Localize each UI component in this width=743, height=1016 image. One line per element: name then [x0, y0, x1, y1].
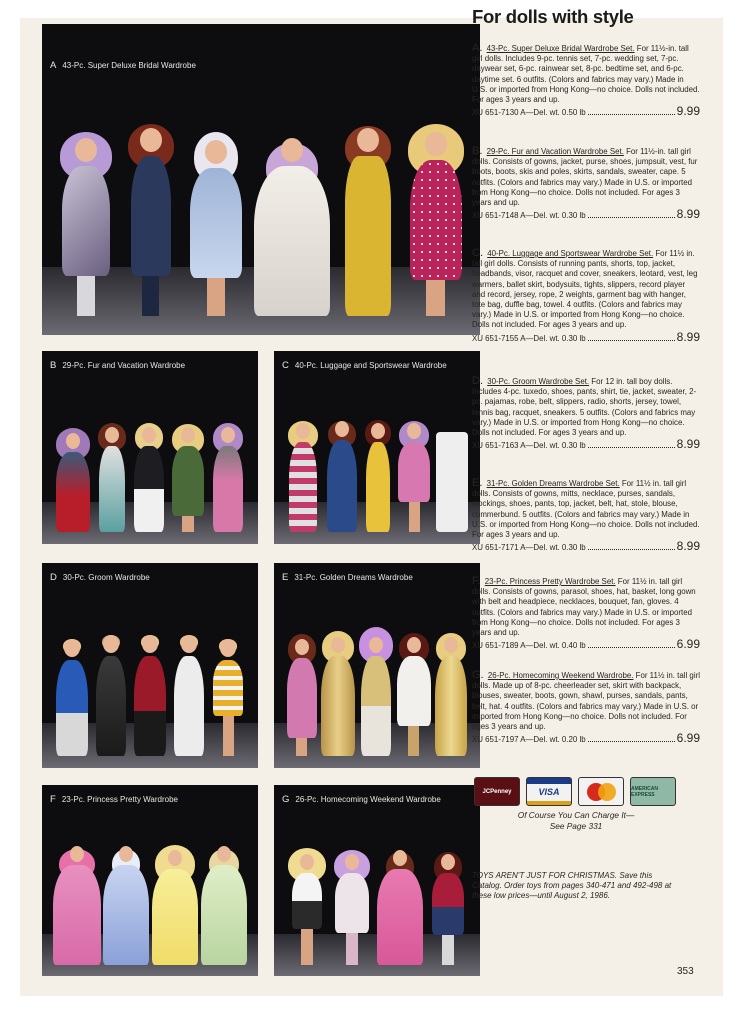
doll-figure [171, 635, 207, 756]
item-description [472, 248, 700, 331]
credit-card-logos [474, 777, 676, 806]
price: 8.99 [676, 437, 700, 452]
doll-group [42, 612, 258, 756]
item-desc: For 12 in. tall boy dolls. Includes 4-pc. tuxedo, shoes, pants, shirt, tie, jacket, sweater, 2-pc. pajamas, robe, belt, slippers, radio, shorts, jersey, towel, tennis bag, racquet, sneakers. 5 outfits. (Colors and fabrics may vary.) Made in U.S. or imported from Hong Kong—no choice. Dolls not included. For ages 3 years and up. [472, 377, 697, 438]
item-desc: For 11½ in. tall girl dolls. Consists of gowns, mitts, necklace, purses, sandals, stockings, shoes, pants, top, jacket, belt, hat, stole, blouse, cummerbund. 5 outfits. (Colors and fabrics may vary.) Made in U.S. or imported from Hong Kong—no choice. Dolls not included. For ages 3 years and up. [472, 479, 700, 540]
charge-line-1: Of Course You Can Charge It— [517, 810, 635, 820]
price: 6.99 [676, 637, 700, 652]
mastercard-icon [578, 777, 624, 806]
photo-caption-text: 26-Pc. Homecoming Weekend Wardrobe [295, 795, 441, 804]
doll-figure [285, 421, 321, 533]
doll-figure [93, 635, 129, 756]
doll-figure [284, 634, 320, 756]
photo-letter: G [282, 794, 290, 805]
photo-letter: B [50, 360, 57, 371]
price-line [472, 106, 700, 118]
photo-letter: C [282, 360, 289, 371]
doll-figure [210, 639, 246, 756]
price-line [472, 541, 700, 553]
jcpenney-card-icon [474, 777, 520, 806]
price-line [472, 329, 700, 344]
item-description [472, 576, 700, 638]
doll-figure [54, 428, 92, 532]
photo-f [42, 785, 258, 976]
doll-group [274, 827, 480, 965]
doll-group [42, 111, 483, 316]
page-number: 353 [677, 966, 694, 977]
photo-caption [50, 360, 185, 371]
item-b [472, 146, 700, 221]
item-desc: For 11½ in. tall girl dolls. Consists of running pants, shorts, top, jacket, headbands, visor, racquet and cover, sneakers, leotard, vest, leg warmers, ballet skirt, bodysuits, tights, slippers, record player and record, jersey, rope, 2 weights, garment bag with hanger, tote bag, duffle bag, towel. 4 outfits. (Colors and fabrics may vary.) Made in U.S. or imported from Hong Kong—no choice. Dolls not included. For ages 3 years and up. [472, 249, 698, 330]
leader-dots [588, 549, 675, 550]
photo-caption [282, 794, 441, 805]
photo-caption [282, 572, 413, 583]
item-desc: For 11½-in. tall girl dolls. Includes 9-pc. tennis set, 7-pc. wedding set, 7-pc. daywear set, 6-pc. rainwear set, 8-pc. bedtime set, and 6-pc. daytime set. 6 outfits. (Colors and fabrics may vary.) Made in U.S. or imported from Hong Kong—no choice. Dolls not included. For ages 3 years and up. [472, 44, 700, 105]
item-desc: For 11½-in. tall girl dolls. Consists of gowns, jacket, purse, shoes, jumpsuit, vest, fur boots, boots, skis and poles, skirts, sandals, sweater, cape. 5 outfits. (Colors and fabrics may vary.) Made in U.S. or imported from Hong Kong—no choice. Dolls not included. For ages 3 years and up. [472, 147, 698, 208]
doll-figure [56, 132, 116, 316]
photo-caption [50, 572, 150, 583]
item-a [472, 43, 700, 118]
doll-figure [432, 633, 470, 756]
photo-e [274, 563, 480, 768]
item-c [472, 248, 700, 344]
doll-group [274, 390, 483, 533]
catalog-number: XU 651-7163 A—Del. wt. 0.30 lb [472, 441, 586, 451]
american-express-card-icon [630, 777, 676, 806]
doll-group [42, 390, 258, 533]
toys-note: TOYS AREN'T JUST FOR CHRISTMAS. Save this Catalog. Order toys from pages 340-471 and 492-498 at these low prices—until August 2, 1986. [472, 871, 672, 900]
doll-group [42, 819, 258, 964]
price: 8.99 [676, 207, 700, 222]
item-desc: For 11½ in. tall girl dolls. Consists of gowns, parasol, shoes, hat, basket, long gown with belt and headpiece, necklaces, bouquet, fan, gloves. 4 outfits. (Colors and fabrics may vary.) Made in U.S. or imported from Hong Kong—no choice. Dolls not included. For ages 3 years and up. [472, 577, 696, 638]
item-letter: F. [472, 575, 481, 587]
doll-figure [395, 633, 433, 756]
photo-a [42, 24, 483, 335]
doll-figure [186, 132, 246, 316]
item-description [472, 478, 700, 540]
doll-figure [377, 852, 423, 965]
photo-letter: D [50, 572, 57, 583]
item-d [472, 376, 700, 451]
item-description [472, 43, 700, 105]
doll-figure [428, 852, 468, 965]
photo-caption [50, 794, 178, 805]
visa-card-icon [526, 777, 572, 806]
photo-caption-text: 31-Pc. Golden Dreams Wardrobe [294, 573, 413, 582]
price: 8.99 [676, 539, 700, 554]
doll-figure [320, 631, 358, 756]
photo-caption-text: 40-Pc. Luggage and Sportswear Wardrobe [294, 361, 447, 370]
photo-g [274, 785, 480, 976]
doll-figure [102, 849, 150, 964]
photo-caption-text: 29-Pc. Fur and Vacation Wardrobe [62, 361, 186, 370]
catalog-number: XU 651-7130 A—Del. wt. 0.50 lb [472, 108, 586, 118]
doll-figure [54, 639, 90, 756]
item-letter: C. [472, 247, 483, 259]
photo-caption-text: 30-Pc. Groom Wardrobe [62, 573, 150, 582]
doll-figure [132, 423, 166, 532]
doll-figure [357, 627, 395, 756]
catalog-number: XU 651-7171 A—Del. wt. 0.30 lb [472, 543, 586, 553]
doll-figure [362, 420, 394, 533]
photo-letter: E [282, 572, 289, 583]
doll-figure [151, 845, 199, 964]
price: 8.99 [676, 329, 700, 344]
jcpenney-card-label: JCPenney [482, 788, 512, 795]
price: 9.99 [676, 104, 700, 119]
page-heading: For dolls with style [472, 6, 634, 27]
item-description [472, 376, 700, 438]
photo-letter: F [50, 794, 56, 805]
leader-dots [588, 647, 675, 648]
price: 6.99 [676, 731, 700, 746]
leader-dots [588, 340, 675, 341]
doll-figure [332, 850, 372, 965]
doll-figure [396, 421, 432, 533]
doll-figure [287, 848, 327, 965]
photo-caption-text: 23-Pc. Princess Pretty Wardrobe [61, 795, 178, 804]
item-name: 29-Pc. Fur and Vacation Wardrobe Set. [486, 147, 624, 156]
item-name: 31-Pc. Golden Dreams Wardrobe Set. [486, 479, 620, 488]
item-e [472, 478, 700, 553]
item-letter: E. [472, 477, 483, 489]
photo-d [42, 563, 258, 768]
leader-dots [588, 114, 675, 115]
price-line [472, 209, 700, 221]
doll-figure [200, 849, 248, 964]
visa-card-label: VISA [538, 786, 560, 797]
doll-figure [132, 635, 168, 756]
amex-card-label: AMERICAN EXPRESS [631, 785, 658, 798]
doll-group [274, 608, 480, 756]
doll-figure [210, 423, 246, 533]
photo-caption [50, 60, 196, 71]
item-name: 23-Pc. Princess Pretty Wardrobe Set. [484, 577, 616, 586]
doll-figure [169, 424, 207, 532]
leader-dots [588, 447, 675, 448]
catalog-number: XU 651-7155 A—Del. wt. 0.30 lb [472, 333, 586, 343]
garment-bag [435, 432, 469, 532]
photo-c [274, 351, 483, 544]
photo-caption-text: 43-Pc. Super Deluxe Bridal Wardrobe [62, 61, 196, 70]
item-name: 40-Pc. Luggage and Sportswear Wardrobe Set. [487, 249, 654, 258]
item-letter: D. [472, 375, 483, 387]
item-desc: For 11½ in. tall girl dolls. Made up of 8-pc. cheerleader set, skirt with backpack, blouses, sweater, boots, gown, shawl, purses, sandals, pants, belt, hat. 4 outfits. (Colors and fabrics may vary.) Made in U.S. or imported from Hong Kong—no choice. Dolls not included. For ages 3 years and up. [472, 671, 700, 732]
price-line [472, 733, 700, 745]
doll-figure [338, 126, 398, 316]
item-letter: A. [472, 42, 483, 54]
item-description [472, 146, 700, 208]
doll-figure [53, 849, 101, 964]
item-name: 26-Pc. Homecoming Weekend Wardrobe. [487, 671, 634, 680]
catalog-number: XU 651-7189 A—Del. wt. 0.40 lb [472, 641, 586, 651]
price-line [472, 439, 700, 451]
item-name: 30-Pc. Groom Wardrobe Set. [487, 377, 590, 386]
catalog-number: XU 651-7197 A—Del. wt. 0.20 lb [472, 735, 586, 745]
item-letter: B. [472, 145, 483, 157]
doll-figure [95, 423, 129, 532]
photo-b [42, 351, 258, 544]
doll-figure [324, 421, 360, 533]
leader-dots [588, 217, 675, 218]
catalog-number: XU 651-7148 A—Del. wt. 0.30 lb [472, 211, 586, 221]
leader-dots [588, 741, 675, 742]
doll-figure [405, 124, 467, 317]
item-g [472, 670, 700, 745]
photo-caption [282, 360, 447, 371]
price-line [472, 639, 700, 651]
charge-note [496, 810, 656, 832]
item-name: 43-Pc. Super Deluxe Bridal Wardrobe Set. [486, 44, 635, 53]
item-letter: G. [472, 669, 484, 681]
photo-letter: A [50, 60, 57, 71]
charge-line-2: See Page 331 [549, 821, 603, 831]
doll-figure [123, 124, 179, 317]
item-f [472, 576, 700, 651]
doll-figure [253, 143, 331, 316]
item-description [472, 670, 700, 732]
